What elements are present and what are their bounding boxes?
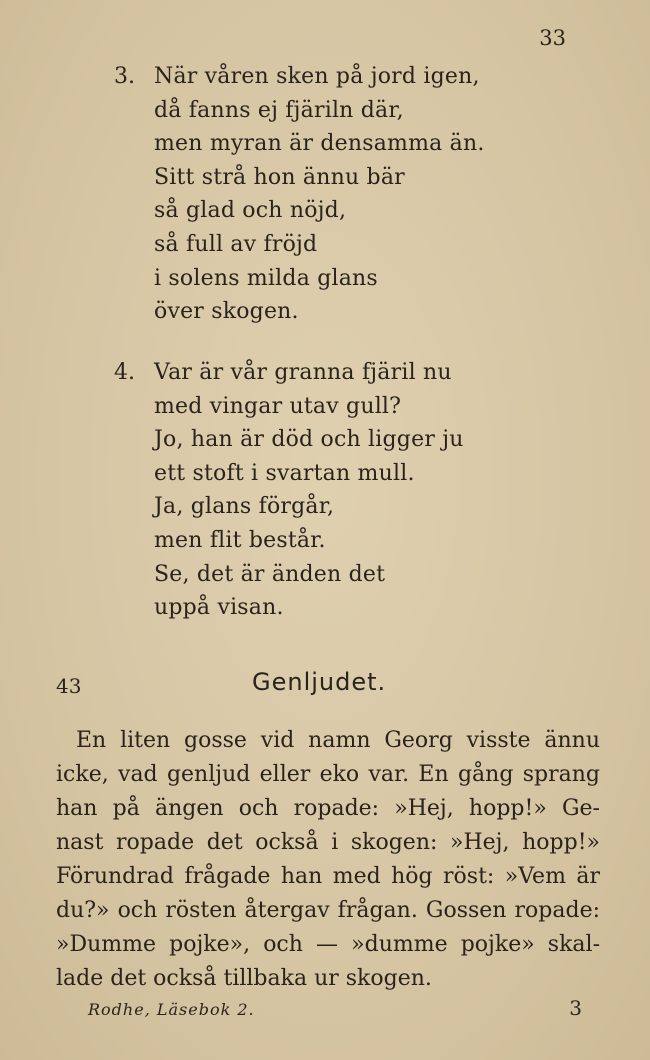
stanza-number: 3.: [114, 64, 135, 89]
prose-line: »Dumme pojke», och — »dumme pojke» skal-: [56, 932, 600, 957]
verse-line: När våren sken på jord igen,: [154, 64, 480, 89]
story-title: Genljudet.: [252, 668, 387, 696]
footer-signature-number: 3: [569, 996, 582, 1020]
verse-lines: [154, 356, 464, 625]
verse-line: Ja, glans förgår,: [154, 494, 335, 520]
story-text: [56, 724, 600, 996]
verse-line: i solens milda glans: [154, 265, 378, 291]
verse-line: med vingar utav gull?: [154, 393, 402, 419]
story-number: 43: [56, 674, 82, 698]
stanza-number: 4.: [114, 360, 135, 385]
prose-line: du?» och rösten återgav frågan. Gossen ropade:: [56, 898, 600, 923]
verse-line: över skogen.: [154, 299, 299, 325]
verse-line: Var är vår granna fjäril nu: [154, 360, 452, 385]
verse-line: Sitt strå hon ännu bär: [154, 164, 405, 190]
verse-line: uppå visan.: [154, 595, 284, 621]
prose-line: Förundrad frågade han med hög röst: »Vem är: [56, 864, 600, 889]
prose-line: En liten gosse vid namn Georg visste ännu: [76, 728, 600, 753]
verse-line: men myran är densamma än.: [154, 131, 485, 157]
stanza-4: [114, 356, 464, 625]
page-number: 33: [539, 26, 566, 50]
verse-line: men flit består.: [154, 527, 326, 553]
prose-line: lade det också tillbaka ur skogen.: [56, 966, 432, 991]
verse-line: Se, det är änden det: [154, 561, 386, 587]
verse-line: ett stoft i svartan mull.: [154, 460, 415, 486]
verse-line: så full av fröjd: [154, 231, 318, 257]
prose-line: icke, vad genljud eller eko var. En gång sprang: [56, 762, 600, 787]
footer-signature: Rodhe, Läsebok 2.: [88, 1000, 255, 1019]
stanza-3: [114, 60, 485, 329]
verse-line: Jo, han är död och ligger ju: [154, 427, 464, 453]
prose-line: nast ropade det också i skogen: »Hej, hopp!»: [56, 830, 600, 855]
verse-line: då fanns ej fjäriln där,: [154, 97, 404, 123]
prose-line: han på ängen och ropade: »Hej, hopp!» Ge-: [56, 796, 600, 821]
verse-lines: [154, 60, 485, 329]
verse-line: så glad och nöjd,: [154, 198, 347, 224]
